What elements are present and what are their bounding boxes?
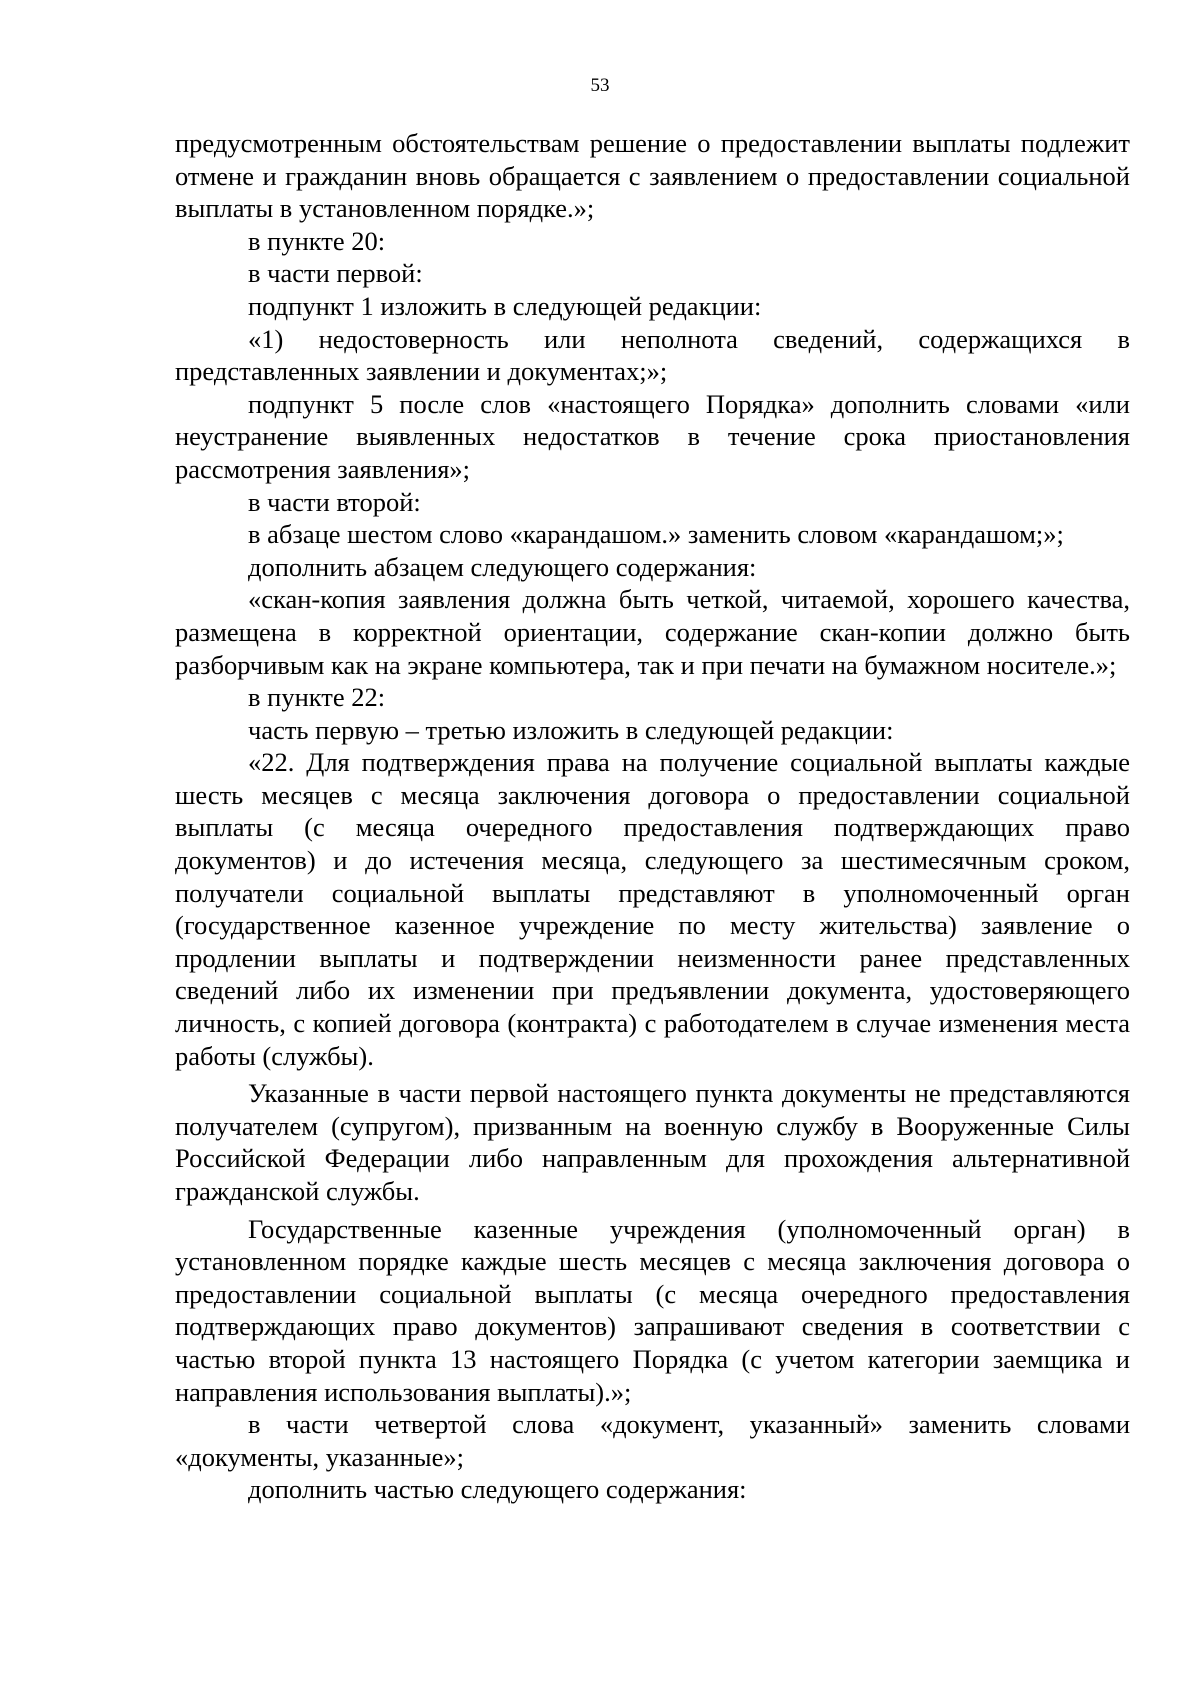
document-body <box>175 127 1130 1506</box>
page-number: 53 <box>590 75 610 96</box>
paragraph-scan-copy: «скан-копия заявления должна быть четкой, читаемой, хорошего качества, размещена в корректной ориентации, содержание скан-копии должно быть разборчивым как на экране компьютера, так и при печати на бумажном носителе.»; <box>175 584 1130 680</box>
paragraph-quote-subitem-1: «1) недостоверность или неполнота сведений, содержащихся в представленных заявлении и документах;»; <box>175 323 1130 387</box>
paragraph-part-two: в части второй: <box>248 486 421 517</box>
paragraph-continuation: предусмотренным обстоятельствам решение о предоставлении выплаты подлежит отмене и гражданин вновь обращается с заявлением о предоставлении социальной выплаты в установленном порядке.»; <box>175 128 1130 224</box>
paragraph-quote-22: «22. Для подтверждения права на получение социальной выплаты каждые шесть месяцев с месяца заключения договора о предоставлении социальной выплаты (с месяца очередного предоставления подтверждающих право документов) и до истечения месяца, следующего за шестимесячным сроком, получатели социальной выплаты представляют в уполномоченный орган (государственное казенное учреждение по месту жительства) заявление о продлении выплаты и подтверждении неизменности ранее представленных сведений либо их изменении при предъявлении документа, удостоверяющего личность, с копией договора (контракта) с работодателем в случае изменения места работы (службы). <box>175 747 1130 1071</box>
paragraph-item-20: в пункте 20: <box>248 225 386 256</box>
paragraph-part-one: в части первой: <box>248 258 423 289</box>
paragraph-documents-not-submitted: Указанные в части первой настоящего пункта документы не представляются получателем (супругом), призванным на военную службу в Вооруженные Силы Российской Федерации либо направленным для прохождения альтернативной гражданской службы. <box>175 1078 1130 1206</box>
paragraph-item-22: в пункте 22: <box>248 682 386 713</box>
paragraph-part-four: в части четвертой слова «документ, указанный» заменить словами «документы, указанные»; <box>175 1409 1130 1472</box>
paragraph-parts-one-three: часть первую – третью изложить в следующей редакции: <box>248 714 894 745</box>
paragraph-state-institutions: Государственные казенные учреждения (уполномоченный орган) в установленном порядке каждые шесть месяцев с месяца заключения договора о предоставлении социальной выплаты (с месяца очередного предоставления подтверждающих право документов) запрашивают сведения в соответствии с частью второй пункта 13 настоящего Порядка (с учетом категории заемщика и направления использования выплаты).»; <box>175 1213 1130 1407</box>
paragraph-subitem-1: подпункт 1 изложить в следующей редакции: <box>248 290 762 321</box>
paragraph-subitem-5: подпункт 5 после слов «настоящего Порядка» дополнить словами «или неустранение выявленных недостатков в течение срока приостановления рассмотрения заявления»; <box>175 388 1130 484</box>
paragraph-abzac-six: в абзаце шестом слово «карандашом.» заменить словом «карандашом;»; <box>248 519 1064 550</box>
paragraph-add-abzac: дополнить абзацем следующего содержания: <box>248 551 757 582</box>
paragraph-add-part: дополнить частью следующего содержания: <box>248 1474 747 1505</box>
